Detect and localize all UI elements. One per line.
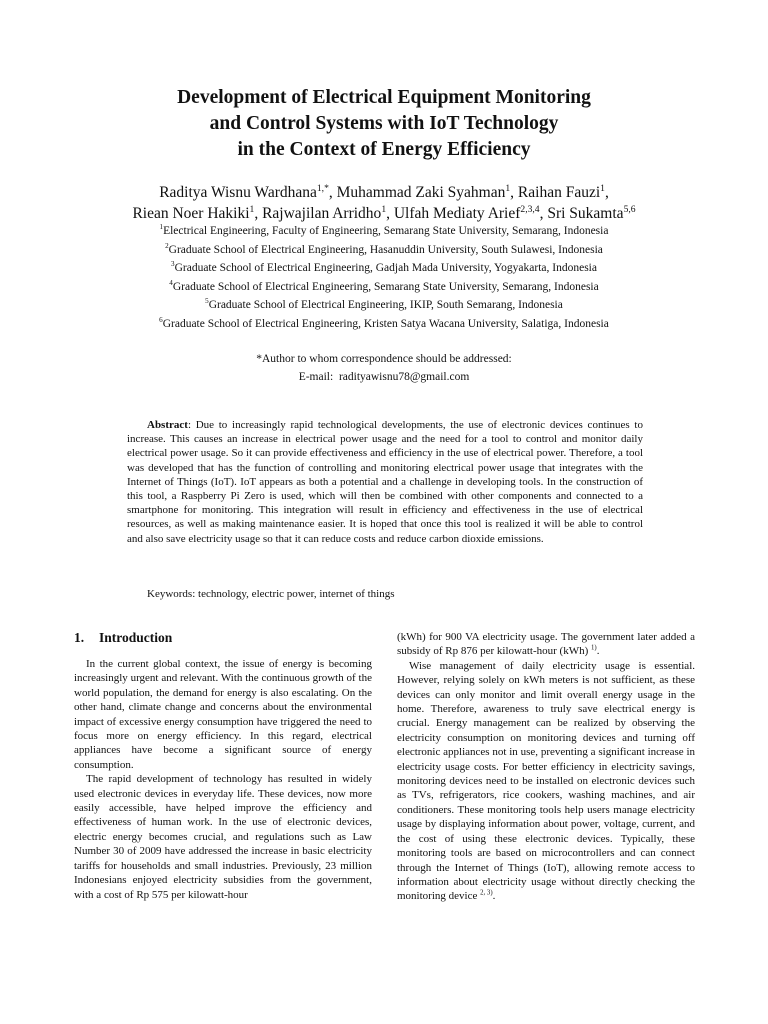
affiliation-sup: 2 <box>165 241 169 250</box>
author-name: Raditya Wisnu Wardhana <box>159 184 317 201</box>
abstract-text: : Due to increasingly rapid technological developments, the use of electronic devices continues to increase. This causes an increase in electrical power usage and the need for a tool to control and monitor daily electrical power usage. So it can provide effectiveness and efficiency in the use of electrical power. Therefore, a tool was developed that has the function of controlling and monitoring electrical power usage that integrates with the Internet of Things (IoT). IoT appears as both a potential and a challenge in developing tools. In the construction of this tool, a Raspberry Pi Zero is used, which will then be combined with other components and connected to a smartphone for monitoring. This integration will result in efficiency and effectiveness in the use of electrical resources, as well as making maintenance easier. It is hoped that once this tool is realized it will be able to control and also save electricity usage so that it can reduce costs and reduce carbon dioxide emissions. <box>127 419 643 545</box>
abstract-label: Abstract <box>147 419 188 431</box>
affiliation-sup: 1 <box>159 223 164 232</box>
author-list <box>0 182 768 224</box>
email-label: E-mail: <box>298 371 334 383</box>
author-affil-sup: 1 <box>381 203 387 215</box>
author-name: Muhammad Zaki Syahman <box>336 184 506 201</box>
keywords: Keywords: technology, electric power, internet of things <box>147 588 395 600</box>
section-number: 1. <box>74 630 85 645</box>
email-line <box>0 368 768 386</box>
affiliation <box>0 278 768 297</box>
author-line-2: Riean Noer Hakiki$^1$, Rajwajilan Arridho$^1$, Ulfah Mediaty Arief$^{2,3,4}$, Sri Sukamta$^{5,6}$ <box>132 203 636 222</box>
title-line-1: Development of Electrical Equipment Monitoring <box>177 87 591 108</box>
author-affil-sup: 1 <box>505 182 511 194</box>
author-name: Riean Noer Hakiki <box>132 205 250 222</box>
affiliation-sup: 4 <box>169 278 173 287</box>
affiliation-text: Graduate School of Electrical Engineering, Semarang State University, Semarang, Indonesia <box>172 280 599 293</box>
affiliation-sup: 3 <box>171 260 175 269</box>
author-affil-sup: 5,6 <box>623 203 636 215</box>
author-name: Ulfah Mediaty Arief <box>393 205 521 222</box>
email-address[interactable]: radityawisnu78@gmail.com <box>338 371 470 383</box>
title-line-3: in the Context of Energy Efficiency <box>237 139 531 160</box>
section-title: Introduction <box>99 630 173 645</box>
body-paragraph-continued: (kWh) for 900 VA electricity usage. The government later added a subsidy of Rp 876 per kilowatt-hour (kWh) $^{1)}$. <box>397 631 695 658</box>
author-affil-sup: 2,3,4 <box>520 203 540 215</box>
citation-ref: 1) <box>591 644 597 652</box>
abstract-paragraph <box>127 418 643 546</box>
left-column <box>74 630 372 902</box>
body-paragraph: In the current global context, the issue of energy is becoming increasingly urgent and relevant. With the continuous growth of the world population, the demand for energy is also escalating. On the other hand, climate change and concerns about the environmental impact of excessive energy consumption have triggered the need to focus more on energy efficiency. In this regard, electrical appliances have become a significant source of energy consumption. <box>74 658 372 771</box>
author-line-1: Raditya Wisnu Wardhana$^{1,*}$, Muhammad Zaki Syahman$^1$, Raihan Fauzi$^1$, <box>159 182 609 201</box>
affiliation-text: Graduate School of Electrical Engineering, Gadjah Mada University, Yogyakarta, Indonesia <box>174 262 597 275</box>
author-affil-sup: 1 <box>249 203 255 215</box>
author-name: Raihan Fauzi <box>517 184 601 201</box>
affiliation-sup: 6 <box>159 316 163 325</box>
author-name: Rajwajilan Arridho <box>262 205 382 222</box>
affiliation-text: Graduate School of Electrical Engineering, Hasanuddin University, South Sulawesi, Indonesia <box>168 243 603 256</box>
affiliation-text: Graduate School of Electrical Engineering, Kristen Satya Wacana University, Salatiga, Indonesia <box>162 317 609 330</box>
affiliation <box>0 222 768 241</box>
correspondence-block <box>0 350 768 386</box>
title-line-2: and Control Systems with IoT Technology <box>209 113 559 134</box>
affiliation-text: Graduate School of Electrical Engineering, IKIP, South Semarang, Indonesia <box>208 299 563 312</box>
body-paragraph: The rapid development of technology has resulted in widely used electronic devices in everyday life. These devices, now more easily accessible, have helped improve the efficiency and effectiveness of human work. In the use of electronic devices, electric energy becomes crucial, and regulations such as Law Number 30 of 2009 have addressed the increase in basic electricity tariffs for households and small industries. Previously, 23 million Indonesians enjoyed electricity subsidies from the government, with a cost of Rp 575 per kilowatt-hour <box>74 773 372 901</box>
author-affil-sup: 1,* <box>316 182 329 194</box>
author-affil-sup: 1 <box>600 182 605 194</box>
affiliation-text: Electrical Engineering, Faculty of Engineering, Semarang State University, Semarang, Indonesia <box>163 225 609 237</box>
affiliation-list <box>0 222 768 334</box>
author-name: Sri Sukamta <box>547 205 624 222</box>
citation-ref: 2, 3) <box>480 889 493 897</box>
affiliation <box>0 259 768 278</box>
body-paragraph: Wise management of daily electricity usage is essential. However, relying solely on kWh meters is not sufficient, as these devices can only monitor and limit overall energy usage in the home. Therefore, awareness to truly save electrical energy is crucial. Energy management can be realized by observing the electricity consumption on monitoring devices and turning off electronic appliances not in use, preventing a significant increase in electricity usage costs. For better efficiency in electricity savings, monitoring devices need to be installed on electronic devices such as TVs, refrigerators, rice cookers, washing machines, and air conditioners. These monitoring tools help users manage electricity usage by displaying information about power, voltage, current, and the cost of using these electronic devices. Typically, these monitoring tools are based on microcontrollers and can connect through the Internet of Things (IoT), allowing remote access to information about electricity usage without directly checking the monitoring device $^{2, 3)}$. <box>397 659 695 903</box>
correspondence-note: *Author to whom correspondence should be addressed: <box>256 353 512 365</box>
right-column <box>397 630 695 904</box>
paragraph-text: Wise management of daily electricity usage is essential. However, relying solely on kWh meters is not sufficient, as these devices can only monitor and limit overall energy usage in the home. Therefore, awareness to truly save electrical energy is crucial. Energy management can be realized by observing the electricity consumption on monitoring devices and turning off electronic appliances not in use, preventing a significant increase in electricity usage costs. For better efficiency in electricity savings, monitoring devices need to be installed on electronic devices such as TVs, refrigerators, rice cookers, washing machines, and air conditioners. These monitoring tools help users manage electricity usage by displaying information about power, voltage, current, and the cost of using these electronic devices. Typically, these monitoring tools are based on microcontrollers and can connect through the Internet of Things (IoT), allowing remote access to information about electricity usage without directly checking the monitoring device <box>397 659 695 903</box>
affiliation-sup: 5 <box>205 297 209 306</box>
section-heading <box>74 630 372 646</box>
affiliation <box>0 241 768 260</box>
affiliation <box>0 315 768 334</box>
paragraph-text: (kWh) for 900 VA electricity usage. The government later added a subsidy of Rp 876 per kilowatt-hour (kWh) <box>397 631 695 658</box>
affiliation <box>0 296 768 315</box>
abstract <box>127 418 643 546</box>
paper-title <box>0 85 768 163</box>
